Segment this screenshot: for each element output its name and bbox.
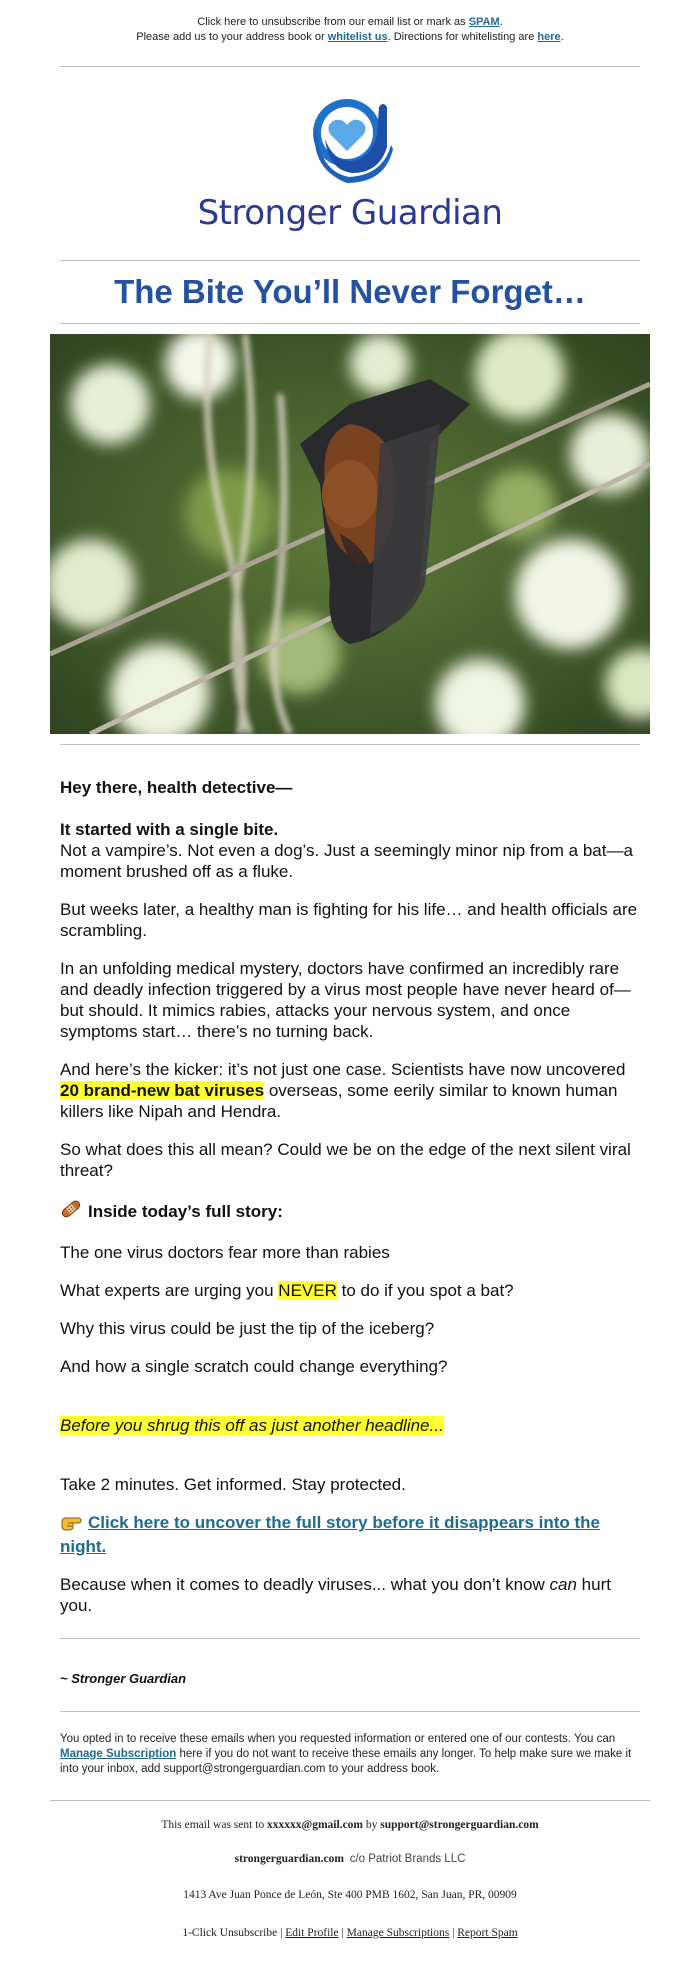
page-title: The Bite You’ll Never Forget… [114, 273, 586, 310]
notice-text: Click here to unsubscribe from our email list or mark as [197, 16, 466, 28]
separator: | [341, 1927, 344, 1939]
closing-text: hurt you. [60, 1575, 611, 1615]
cta-paragraph [60, 1512, 640, 1557]
signature: ~ Stronger Guardian [60, 1671, 187, 1686]
unsubscribe-notice [0, 0, 700, 66]
paragraph-5: So what does this all mean? Could we be on the edge of the next silent viral threat? [60, 1140, 631, 1180]
manage-subscriptions-link[interactable]: Manage Subscriptions [346, 1927, 450, 1939]
paragraph-4 [60, 1059, 640, 1122]
footer-text: This email was sent to [161, 1819, 265, 1831]
closing-paragraph [60, 1574, 640, 1616]
paragraph-1-text: Not a vampire’s. Not even a dog’s. Just a seemingly minor nip from a bat—a moment brushed off as a fluke. [60, 841, 633, 881]
whitelist-link[interactable]: whitelist us [327, 31, 388, 43]
italic-callout [60, 1415, 640, 1436]
list-item: And how a single scratch could change everything? [60, 1357, 448, 1376]
list-item: The one virus doctors fear more than rabies [60, 1243, 390, 1262]
paragraph-3: In an unfolding medical mystery, doctors have confirmed an incredibly rare and deadly infection triggered by a virus most people have never heard of—but should. It mimics rabies, attacks your nervous system, and once symptoms start… there’s no turning back. [60, 959, 631, 1041]
paragraph-1 [60, 819, 640, 882]
postal-address: 1413 Ave Juan Ponce de León, Ste 400 PMB 1602, San Juan, PR, 00909 [183, 1889, 517, 1901]
paragraph-4-text: And here’s the kicker: it’s not just one case. Scientists have now uncovered [60, 1060, 626, 1079]
spacer [0, 734, 700, 744]
notice-text: Please add us to your address book or [136, 31, 325, 43]
optin-text: You opted in to receive these emails when you requested information or entered one of our contests. You can [60, 1733, 616, 1745]
optin-text: here if you do not want to receive these emails any longer. To help make sure we make it into your inbox, add support@strongerguardian.com to your address book. [60, 1748, 632, 1775]
closing-emphasis: can [549, 1575, 577, 1594]
list-item-text: to do if you spot a bat? [341, 1281, 514, 1300]
separator: | [280, 1927, 283, 1939]
notice-text: . [499, 16, 503, 28]
closing-text: Because when it comes to deadly viruses... what you don’t know [60, 1575, 545, 1594]
spam-link[interactable]: SPAM [468, 16, 500, 28]
bat-photo [50, 334, 650, 734]
one-click-unsubscribe-link[interactable]: 1-Click Unsubscribe [182, 1927, 278, 1939]
recipient-email: xxxxxx@gmail.com [267, 1819, 364, 1831]
paragraph-1-lead: It started with a single bite. [60, 820, 279, 839]
divider [60, 744, 640, 745]
manage-subscription-link[interactable]: Manage Subscription [60, 1748, 177, 1760]
story-heading-text: Inside today’s full story: [88, 1202, 283, 1221]
paragraph-4-text: overseas, some eerily similar to known human killers like Nipah and Hendra. [60, 1081, 618, 1121]
separator: | [452, 1927, 455, 1939]
report-spam-link[interactable]: Report Spam [457, 1927, 518, 1939]
story-heading [60, 1198, 640, 1225]
footer [0, 1801, 700, 1967]
notice-line-2 [0, 30, 700, 45]
divider [60, 323, 640, 324]
notice-text: . [560, 31, 564, 43]
list-item-text: What experts are urging you [60, 1281, 274, 1300]
hero-image[interactable] [50, 334, 650, 734]
bandage-icon [60, 1198, 82, 1225]
pointing-hand-icon [60, 1513, 82, 1536]
brand-name: Stronger Guardian [197, 193, 503, 233]
paragraph-2: But weeks later, a healthy man is fighting for his life… and health officials are scrambling. [60, 900, 638, 940]
company-domain: strongerguardian.com [234, 1853, 344, 1865]
take-action-line: Take 2 minutes. Get informed. Stay protected. [60, 1475, 406, 1494]
here-link[interactable]: here [537, 31, 561, 43]
footer-links [0, 1917, 700, 1967]
notice-text: . Directions for whitelisting are [387, 31, 535, 43]
company-name: c/o Patriot Brands LLC [349, 1853, 466, 1865]
company-line [0, 1841, 700, 1879]
greeting: Hey there, health detective— [60, 778, 293, 797]
email-body [0, 777, 700, 1616]
full-story-link[interactable]: Click here to uncover the full story before it disappears into the night. [60, 1513, 600, 1556]
highlight-never: NEVER [278, 1281, 337, 1300]
optin-notice [0, 1712, 700, 1800]
notice-line-1 [0, 15, 700, 30]
headline-block [0, 261, 700, 323]
list-item: Why this virus could be just the tip of the iceberg? [60, 1319, 435, 1338]
spacer [0, 1616, 700, 1638]
list-item [60, 1280, 640, 1301]
footer-text: by [365, 1819, 378, 1831]
guardian-hand-heart-icon [295, 89, 405, 189]
edit-profile-link[interactable]: Edit Profile [285, 1927, 339, 1939]
brand-logo [0, 67, 700, 260]
sender-email: support@strongerguardian.com [380, 1819, 539, 1831]
highlight-bat-viruses: 20 brand-new bat viruses [60, 1081, 265, 1100]
sent-to-line [0, 1801, 700, 1841]
italic-callout-text: Before you shrug this off as just another headline... [60, 1416, 444, 1435]
